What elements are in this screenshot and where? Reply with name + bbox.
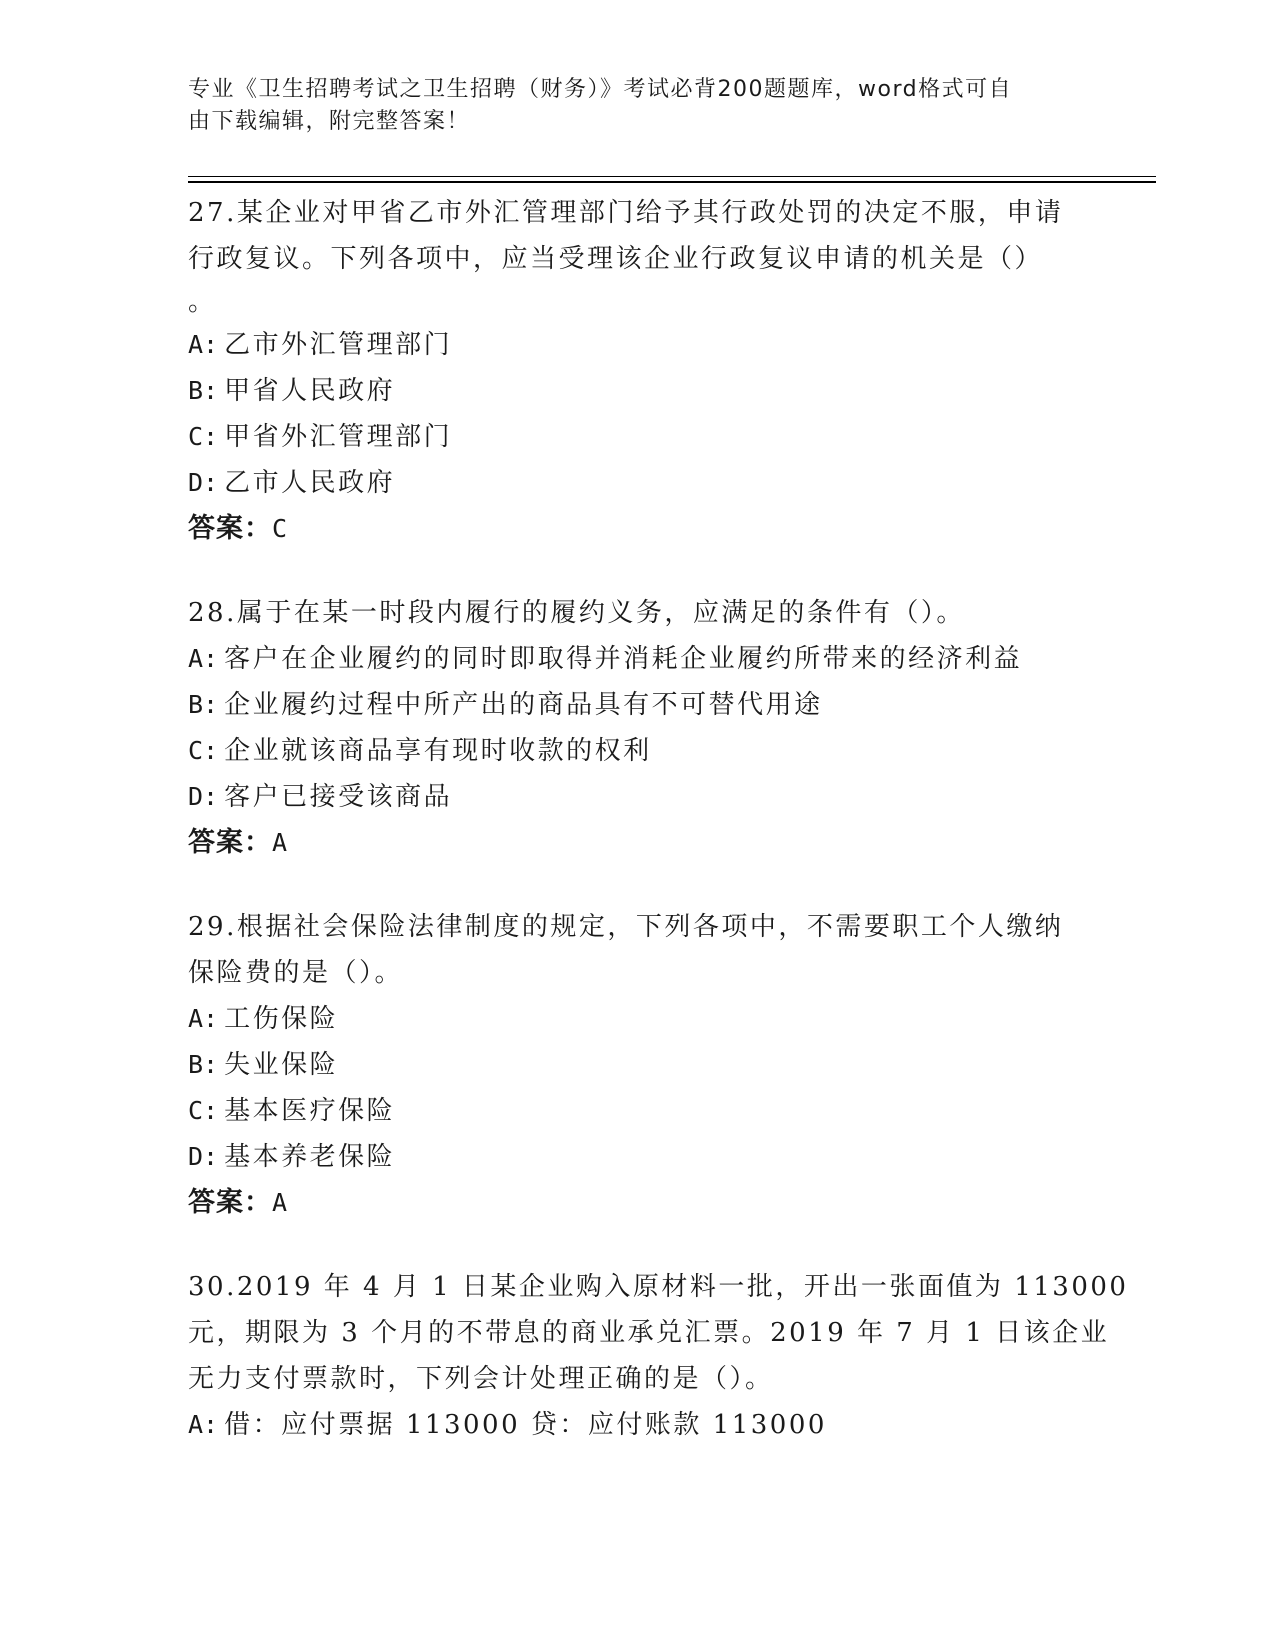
option-letter: B: bbox=[188, 1050, 219, 1079]
option-text: 客户在企业履约的同时即取得并消耗企业履约所带来的经济利益 bbox=[224, 644, 1023, 674]
question-29 bbox=[188, 904, 1088, 1226]
answer-label: 答案： bbox=[188, 1187, 272, 1218]
header-line-2: 由下载编辑，附完整答案！ bbox=[188, 109, 471, 134]
option-letter: C: bbox=[188, 736, 219, 765]
option-text: 甲省人民政府 bbox=[224, 376, 396, 406]
option-letter: A: bbox=[188, 1410, 219, 1439]
question-list bbox=[188, 190, 1129, 1448]
option-text: 客户已接受该商品 bbox=[224, 782, 453, 812]
question-text-line: 28.属于在某一时段内履行的履约义务，应满足的条件有（）。 bbox=[188, 598, 965, 628]
question-text-line: 27.某企业对甲省乙市外汇管理部门给予其行政处罚的决定不服，申请 bbox=[188, 198, 1064, 228]
option-letter: C: bbox=[188, 1096, 219, 1125]
option-letter: B: bbox=[188, 376, 219, 405]
option-letter: A: bbox=[188, 644, 219, 673]
option-letter: D: bbox=[188, 468, 219, 497]
option-letter: C: bbox=[188, 422, 219, 451]
answer-line bbox=[188, 1180, 1088, 1226]
option-text: 失业保险 bbox=[224, 1050, 339, 1080]
option-letter: B: bbox=[188, 690, 219, 719]
option-text: 借：应付票据 113000 贷：应付账款 113000 bbox=[224, 1410, 827, 1440]
document-header bbox=[188, 74, 1068, 138]
option-text: 乙市人民政府 bbox=[224, 468, 396, 498]
option-c bbox=[188, 728, 1088, 774]
question-text-line: 行政复议。下列各项中，应当受理该企业行政复议申请的机关是（） bbox=[188, 244, 1044, 274]
option-a bbox=[188, 322, 1088, 368]
spacer bbox=[188, 552, 1088, 590]
question-text-line: 29.根据社会保险法律制度的规定，下列各项中，不需要职工个人缴纳 bbox=[188, 912, 1064, 942]
option-c bbox=[188, 414, 1088, 460]
spacer bbox=[188, 1226, 1088, 1264]
option-letter: A: bbox=[188, 330, 219, 359]
answer-value: C bbox=[272, 514, 289, 543]
option-a bbox=[188, 1402, 1088, 1448]
option-text: 企业履约过程中所产出的商品具有不可替代用途 bbox=[224, 690, 823, 720]
answer-line bbox=[188, 820, 1088, 866]
option-text: 企业就该商品享有现时收款的权利 bbox=[224, 736, 652, 766]
header-divider-top bbox=[188, 176, 1156, 177]
option-letter: D: bbox=[188, 782, 219, 811]
question-text-line: 元，期限为 3 个月的不带息的商业承兑汇票。2019 年 7 月 1 日该企业 bbox=[188, 1318, 1110, 1348]
option-a bbox=[188, 636, 1088, 682]
spacer bbox=[188, 866, 1088, 904]
option-b bbox=[188, 368, 1088, 414]
question-30 bbox=[188, 1264, 1129, 1448]
answer-value: A bbox=[272, 828, 289, 857]
option-b bbox=[188, 1042, 1088, 1088]
option-letter: D: bbox=[188, 1142, 219, 1171]
option-text: 乙市外汇管理部门 bbox=[224, 330, 453, 360]
option-text: 基本养老保险 bbox=[224, 1142, 396, 1172]
option-d bbox=[188, 460, 1088, 506]
option-a bbox=[188, 996, 1088, 1042]
question-text-line: 。 bbox=[188, 287, 217, 317]
header-divider-bottom bbox=[188, 181, 1156, 183]
question-text-line: 30.2019 年 4 月 1 日某企业购入原材料一批，开出一张面值为 113000 bbox=[188, 1272, 1129, 1302]
answer-value: A bbox=[272, 1188, 289, 1217]
option-d bbox=[188, 1134, 1088, 1180]
answer-line bbox=[188, 506, 1088, 552]
header-line-1: 专业《卫生招聘考试之卫生招聘（财务）》考试必背200题题库，word格式可自 bbox=[188, 77, 1013, 102]
option-d bbox=[188, 774, 1088, 820]
question-28 bbox=[188, 590, 1088, 866]
option-c bbox=[188, 1088, 1088, 1134]
option-text: 甲省外汇管理部门 bbox=[224, 422, 453, 452]
question-27 bbox=[188, 190, 1088, 552]
answer-label: 答案： bbox=[188, 827, 272, 858]
option-letter: A: bbox=[188, 1004, 219, 1033]
option-text: 基本医疗保险 bbox=[224, 1096, 396, 1126]
answer-label: 答案： bbox=[188, 513, 272, 544]
question-text-line: 保险费的是（）。 bbox=[188, 958, 404, 988]
question-text-line: 无力支付票款时，下列会计处理正确的是（）。 bbox=[188, 1364, 774, 1394]
option-text: 工伤保险 bbox=[224, 1004, 339, 1034]
option-b bbox=[188, 682, 1088, 728]
